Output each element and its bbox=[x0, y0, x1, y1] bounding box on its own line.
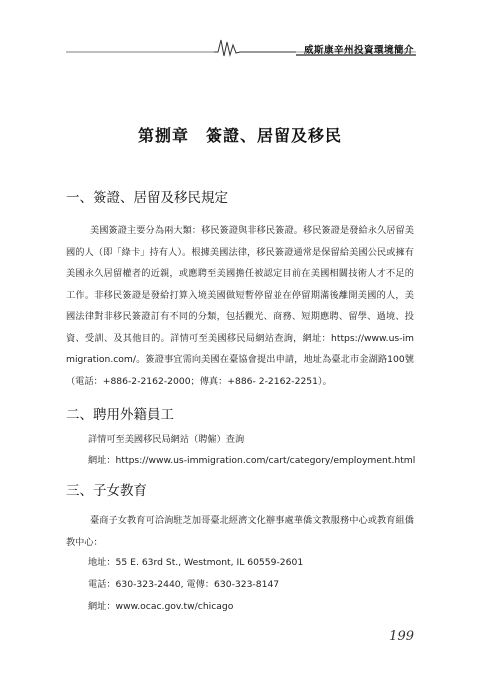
section-paragraph-visa: 美國簽證主要分為兩大類：移民簽證與非移民簽證。移民簽證是發給永久居留美國的人（即「綠卡」持有人）。根據美國法律，移民簽證通常是保留給美國公民或擁有美國永久居留權者的近親，或應聘至美國擔任被認定目前在美國相關技術人才不足的工作。非移民簽證是發給打算入境美國做短暫停留並在停留期滿後離開美國的人，美國法律對非移民簽證訂有不同的分類，包括觀光、商務、短期應聘、留學、過境、投資、受訓、及其他目的。詳情可至美國移民局網站查詢，網址：https://www.us-immigration.com/。簽證事宜需向美國在臺協會提出申請，地址為臺北市金湖路100號（電話：+886-2-2162-2000；傳真：+886- 2-2162-2251）。 bbox=[66, 225, 414, 387]
section-heading-employment: 二、聘用外籍員工 bbox=[66, 407, 174, 423]
education-address-line: 地址：55 E. 63rd St., Westmont, IL 60559-2601 bbox=[88, 557, 304, 568]
section-heading-education: 三、子女教育 bbox=[66, 483, 147, 499]
section-heading-visa: 一、簽證、居留及移民規定 bbox=[66, 190, 228, 206]
education-url-line: 網址：www.ocac.gov.tw/chicago bbox=[88, 601, 234, 612]
employment-url-line: 網址：https://www.us-immigration.com/cart/category/employment.html bbox=[88, 455, 416, 466]
page-number: 199 bbox=[389, 629, 414, 644]
running-header bbox=[66, 36, 416, 58]
chapter-title: 第捌章 簽證、居留及移民 bbox=[137, 126, 342, 145]
section-paragraph-education: 臺商子女教育可洽詢駐芝加哥臺北經濟文化辦事處華僑文教服務中心或教育組僑教中心： bbox=[66, 515, 414, 548]
running-header-label: 威斯康辛州投資環境簡介 bbox=[303, 45, 414, 56]
education-phone-line: 電話：630-323-2440, 電傳：630-323-8147 bbox=[88, 579, 280, 590]
employment-detail-line: 詳情可至美國移民局網站（聘僱）查詢 bbox=[88, 434, 245, 445]
